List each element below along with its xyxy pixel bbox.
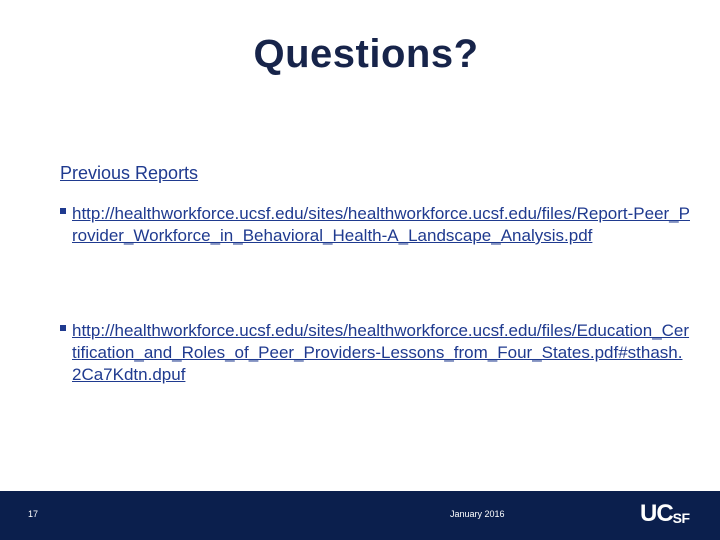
list-item: [60, 203, 690, 247]
previous-reports-link[interactable]: Previous Reports: [60, 163, 199, 183]
ucsf-logo: [640, 502, 690, 526]
logo-sf: SF: [672, 510, 690, 526]
bullet-square-icon: [60, 208, 66, 214]
list-item: [60, 320, 690, 386]
report-link-peer-provider-workforce[interactable]: http://healthworkforce.ucsf.edu/sites/healthworkforce.ucsf.edu/files/Report-Peer_Provider_Workforce_in_Behavioral_Health-A_Landscape_Analysis.pdf: [72, 204, 690, 245]
logo-uc: UC: [640, 500, 673, 527]
footer-bar: [0, 491, 720, 540]
footer-date: January 2016: [450, 509, 505, 519]
page-number: 17: [28, 509, 39, 519]
slide-title: Questions?: [253, 32, 479, 76]
bullet-square-icon: [60, 325, 66, 331]
report-link-education-certification[interactable]: http://healthworkforce.ucsf.edu/sites/healthworkforce.ucsf.edu/files/Education_Certification_and_Roles_of_Peer_Providers-Lessons_from_Four_States.pdf#sthash.2Ca7Kdtn.dpuf: [72, 321, 690, 384]
